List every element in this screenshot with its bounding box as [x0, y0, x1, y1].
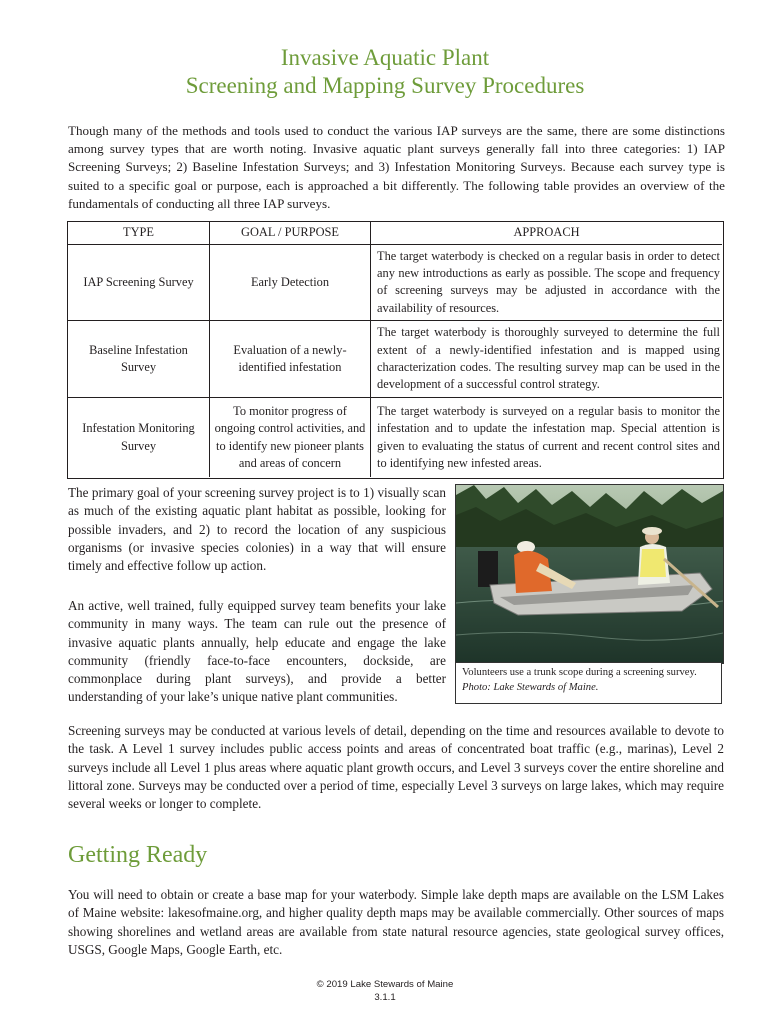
caption-text: Volunteers use a trunk scope during a screening survey. — [462, 667, 697, 678]
photo-credit: Photo: Lake Stewards of Maine. — [462, 682, 599, 693]
page-title — [0, 44, 770, 100]
section-heading-getting-ready: Getting Ready — [68, 842, 208, 868]
table-cell-goal: Early Detection — [210, 245, 371, 321]
body-paragraph-goal: The primary goal of your screening survey project is to 1) visually scan as much of the existing aquatic plant habitat as possible, looking for possible invaders, and 2) to record the location of any suspicious organisms (or invasive species colonies) in a way that will ensure timely and effective follow up action. — [68, 485, 446, 574]
table-row — [68, 320, 722, 397]
table-cell-approach: The target waterbody is checked on a regular basis in order to detect any new introductions as early as possible. The scope and frequency of screening surveys may be adjusted in accordance with the availability of resources. — [371, 245, 723, 321]
life-vest-volunteer-2 — [640, 549, 666, 577]
table-cell-goal: To monitor progress of ongoing control activities, and to identify new pioneer plants and areas of concern — [210, 397, 371, 477]
footer-copyright: © 2019 Lake Stewards of Maine — [316, 979, 454, 990]
survey-boat-photo — [455, 484, 724, 664]
table-row — [68, 397, 722, 477]
title-line-1: Invasive Aquatic Plant — [280, 45, 490, 70]
table-cell-approach: The target waterbody is thoroughly surveyed to determine the full extent of a newly-identified infestation and is mapped using characterization codes. The resulting survey map can be used in the development of a successful control strategy. — [371, 320, 723, 397]
footer-page-number: 3.1.1 — [374, 992, 396, 1003]
body-paragraph-team: An active, well trained, fully equipped survey team benefits your lake community in many ways. The team can rule out the presence of invasive aquatic plants annually, help educate and engage the lake community (friendly face-to-face encounters, dockside, are commonplace during plant surveys), and provide a better understanding of your lake’s unique native plant communities. — [68, 598, 446, 705]
page-footer — [0, 978, 770, 1004]
outboard-motor — [478, 551, 498, 587]
intro-paragraph: Though many of the methods and tools used to conduct the various IAP surveys are the same, there are some distinctions among survey types that are worth noting. Invasive aquatic plant surveys generally fall into three categories: 1) IAP Screening Surveys; 2) Baseline Infestation Surveys; and 3) Infestation Monitoring Surveys. Because each survey type is suited to a specific goal or purpose, each is approached a bit differently. The following table provides an overview of the fundamentals of conducting all three IAP surveys. — [68, 123, 725, 211]
table-header-goal: GOAL / PURPOSE — [210, 222, 371, 245]
table-cell-approach: The target waterbody is surveyed on a regular basis to monitor the infestation and to update the infestation map. Special attention is given to evaluating the status of current and recent control sites and to identifying new infested areas. — [371, 397, 723, 477]
table-cell-type: Baseline Infestation Survey — [68, 320, 210, 397]
table-cell-type: Infestation Monitoring Survey — [82, 421, 195, 453]
table-cell-type: IAP Screening Survey — [68, 245, 210, 321]
survey-overview-table — [68, 222, 722, 477]
title-line-2: Screening and Mapping Survey Procedures — [185, 73, 585, 98]
photo-caption — [455, 662, 722, 704]
table-header-row — [68, 222, 722, 245]
body-paragraph-levels: Screening surveys may be conducted at various levels of detail, depending on the time and resources available to devote to the task. A Level 1 survey includes public access points and areas of concentrated boat traffic (e.g., marinas), Level 2 surveys include all Level 1 plus areas where aquatic plant growth occurs, and Level 3 surveys cover the entire shoreline and littoral zone. Surveys may be conducted over a period of time, especially Level 3 surveys on large lakes, which may require several weeks or longer to complete. — [68, 723, 724, 812]
table-header-type: TYPE — [68, 222, 210, 245]
table-cell-goal: Evaluation of a newly-identified infestation — [210, 320, 371, 397]
hat-shape — [642, 527, 662, 535]
body-paragraph-base-map: You will need to obtain or create a base map for your waterbody. Simple lake depth maps are available on the LSM Lakes of Maine website: lakesofmaine.org, and higher quality depth maps may be available commercially. Other sources of maps showing shorelines and wetland areas are available from state natural resource agencies, state geological survey offices, USGS, Google Maps, Google Earth, etc. — [68, 887, 724, 957]
table-row — [68, 245, 722, 321]
table-header-approach: APPROACH — [371, 222, 723, 245]
